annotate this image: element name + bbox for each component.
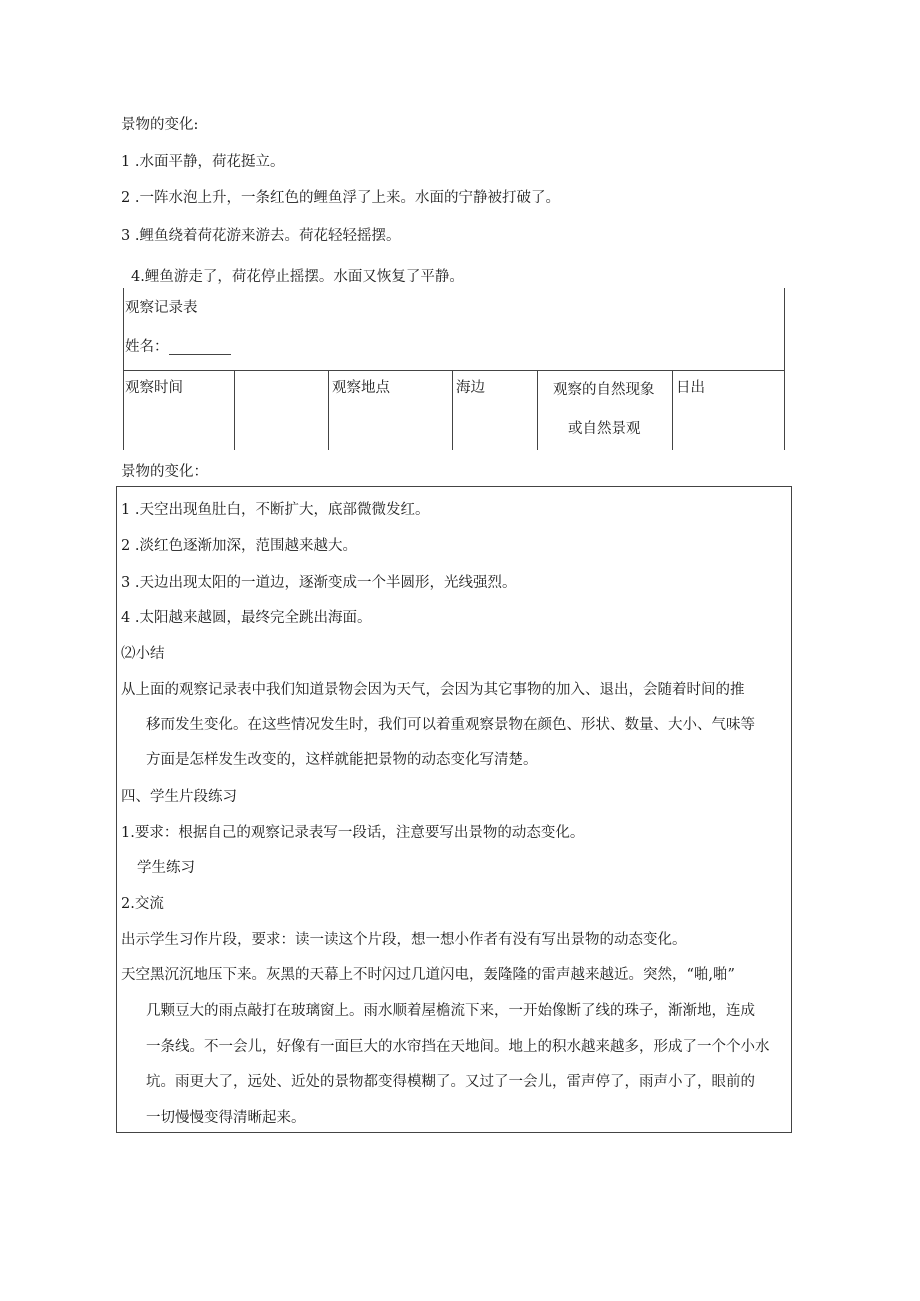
practice-heading: 四、学生片段练习 (121, 789, 237, 805)
change-item-3: 3 .天边出现太阳的一道边，逐渐变成一个半圆形，光线强烈。 (121, 575, 517, 591)
name-blank[interactable] (169, 341, 231, 355)
table-col-line-3 (452, 370, 453, 450)
phenomenon-label-line1: 观察的自然现象 (553, 382, 655, 398)
summary-line-1: 从上面的观察记录表中我们知道景物会因为天气，会因为其它事物的加入、退出，会随着时间的推 (121, 682, 745, 698)
phenomenon-value: 日出 (676, 380, 705, 396)
phenomenon-label-line2: 或自然景观 (568, 421, 641, 437)
table-col-line-2 (328, 370, 329, 450)
passage-line-2: 几颗豆大的雨点敲打在玻璃窗上。雨水顺着屋檐流下来，一开始像断了线的珠子，渐渐地，连成 (146, 1003, 755, 1019)
summary-line-2: 移而发生变化。在这些情况发生时，我们可以着重观察景物在颜色、形状、数量、大小、气味等 (146, 717, 755, 733)
table-divider (123, 370, 785, 371)
table-border-left (123, 288, 124, 450)
top-item-4: 4.鲤鱼游走了，荷花停止摇摆。水面又恢复了平静。 (131, 269, 464, 285)
table-col-line-5 (672, 370, 673, 450)
name-row (125, 340, 231, 355)
exchange-instruction: 出示学生习作片段，要求：读一读这个片段，想一想小作者有没有写出景物的动态变化。 (121, 932, 687, 948)
change-item-2: 2 .淡红色逐渐加深，范围越来越大。 (121, 538, 357, 554)
exchange-heading: 2.交流 (121, 896, 164, 912)
summary-heading: ⑵小结 (121, 646, 165, 662)
passage-line-1: 天空黑沉沉地压下来。灰黑的天幕上不时闪过几道闪电，轰隆隆的雷声越来越近。突然，“啪,啪” (121, 967, 735, 983)
change-item-4: 4 .太阳越来越圆，最终完全跳出海面。 (121, 610, 372, 626)
table-title: 观察记录表 (125, 300, 198, 316)
top-heading: 景物的变化: (121, 117, 199, 133)
passage-line-3: 一条线。不一会儿，好像有一面巨大的水帘挡在天地间。地上的积水越来越多，形成了一个个小水 (146, 1039, 770, 1055)
name-label: 姓名： (125, 339, 169, 355)
table-col-line-1 (234, 370, 235, 450)
top-item-1: 1 .水面平静，荷花挺立。 (121, 154, 285, 170)
summary-line-3: 方面是怎样发生改变的，这样就能把景物的动态变化写清楚。 (146, 752, 538, 768)
passage-line-4: 坑。雨更大了，远处、近处的景物都变得模糊了。又过了一会儿，雷声停了，雨声小了，眼前的 (146, 1074, 755, 1090)
time-label: 观察时间 (125, 380, 183, 396)
table-col-line-4 (537, 370, 538, 450)
top-item-3: 3 .鲤鱼绕着荷花游来游去。荷花轻轻摇摆。 (121, 228, 401, 244)
top-item-2: 2 .一阵水泡上升，一条红色的鲤鱼浮了上来。水面的宁静被打破了。 (121, 190, 560, 206)
student-practice: 学生练习 (137, 860, 195, 876)
changes-heading: 景物的变化： (121, 464, 208, 480)
passage-line-5: 一切慢慢变得清晰起来。 (146, 1110, 306, 1126)
place-label: 观察地点 (332, 380, 390, 396)
table-border-right (784, 288, 785, 450)
place-value: 海边 (456, 380, 485, 396)
change-item-1: 1 .天空出现鱼肚白，不断扩大，底部微微发红。 (121, 502, 430, 518)
practice-requirement: 1.要求：根据自己的观察记录表写一段话，注意要写出景物的动态变化。 (121, 825, 585, 841)
